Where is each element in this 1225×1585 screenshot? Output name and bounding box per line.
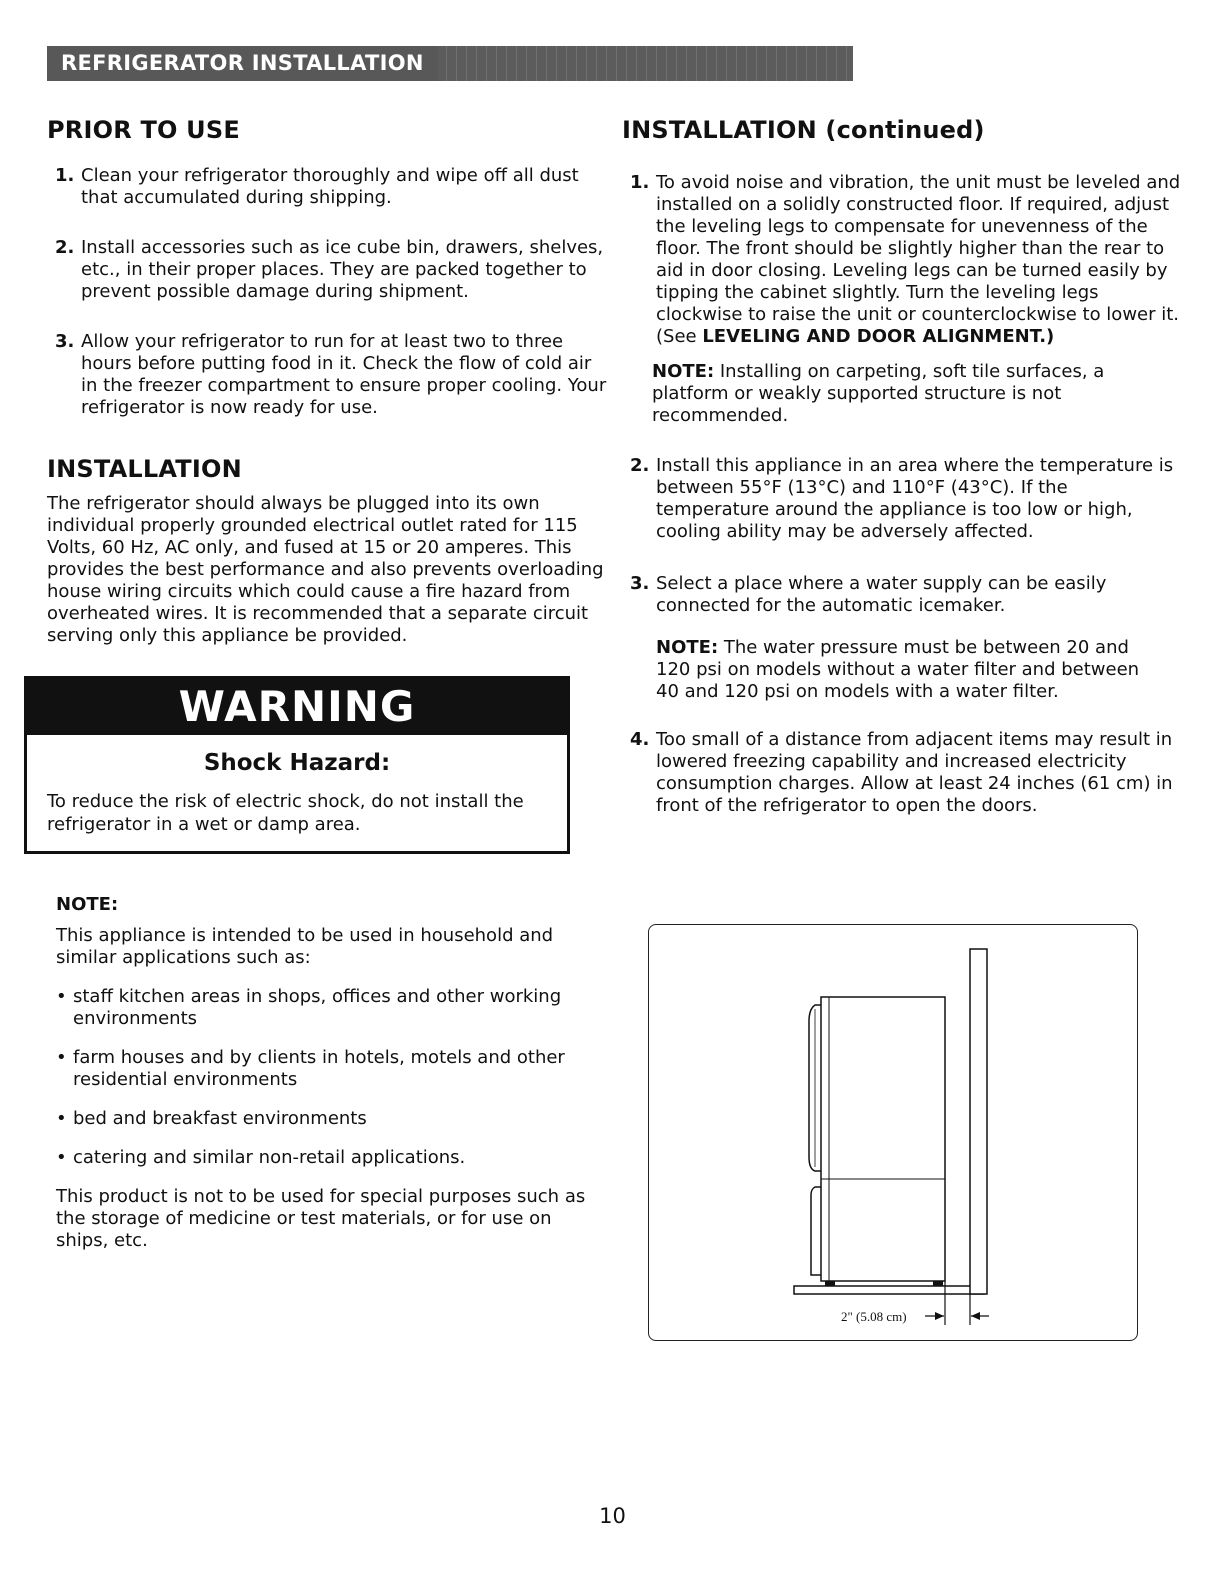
step-text: Select a place where a water supply can be easily connected for the automatic icemaker. xyxy=(656,573,1107,616)
wall xyxy=(970,949,987,1294)
step-number: 1. xyxy=(55,165,75,186)
refrigerator-cabinet xyxy=(821,997,945,1281)
list-item xyxy=(622,729,1182,817)
list-item xyxy=(622,172,1182,427)
prior-to-use-heading: PRIOR TO USE xyxy=(47,116,240,144)
refrigerator-side-view-diagram xyxy=(649,925,1139,1342)
bullet-icon: • xyxy=(56,1108,67,1129)
step-text: Too small of a distance from adjacent items may result in lowered freezing capability and increased electricity consumption charges. Allow at least 24 inches (61 cm) in front of the refrigerator to open the doors. xyxy=(656,729,1173,816)
step-text: Clean your refrigerator thoroughly and wipe off all dust that accumulated during shipping. xyxy=(81,165,579,208)
rear-leg xyxy=(933,1281,943,1286)
note-label: NOTE: xyxy=(652,361,715,382)
cross-reference: LEVELING AND DOOR ALIGNMENT.) xyxy=(702,326,1055,347)
front-leg xyxy=(825,1281,835,1286)
prior-to-use-steps xyxy=(47,165,607,419)
clearance-figure xyxy=(648,924,1138,1341)
installation-steps xyxy=(622,172,1182,817)
note-text: Installing on carpeting, soft tile surfaces, a platform or weakly supported structure is not recommended. xyxy=(652,361,1105,426)
list-item-text: catering and similar non-retail applications. xyxy=(73,1147,466,1168)
step-text: Install this appliance in an area where the temperature is between 55°F (13°C) and 110°F (43°C). If the temperature around the appliance is too low or high, cooling ability may be adversely affected. xyxy=(656,455,1174,542)
note-outro: This product is not to be used for special purposes such as the storage of medicine or test materials, or for use on ships, etc. xyxy=(56,1186,586,1251)
step-number: 1. xyxy=(630,172,650,193)
list-item xyxy=(56,1108,596,1130)
installation-heading: INSTALLATION xyxy=(47,455,242,483)
step-note xyxy=(652,361,1182,427)
bullet-icon: • xyxy=(56,986,67,1007)
note-label: NOTE: xyxy=(656,637,719,658)
list-item-text: farm houses and by clients in hotels, motels and other residential environments xyxy=(73,1047,565,1090)
step-number: 3. xyxy=(55,331,75,352)
step-text: Install accessories such as ice cube bin, drawers, shelves, etc., in their proper places. They are packed together to prevent possible damage during shipment. xyxy=(81,237,604,302)
step-text: Allow your refrigerator to run for at least two to three hours before putting food in it. Check the flow of cold air in the freezer compartment to ensure proper cooling. Your refrigerator is now ready for use. xyxy=(81,331,607,418)
step-number: 2. xyxy=(55,237,75,258)
arrow-right-icon xyxy=(935,1312,944,1320)
warning-box xyxy=(24,676,570,854)
floor-line xyxy=(794,1286,984,1294)
right-column xyxy=(622,116,1182,817)
arrow-left-icon xyxy=(971,1312,980,1320)
list-item xyxy=(622,573,1182,703)
bullet-icon: • xyxy=(56,1047,67,1068)
page-number: 10 xyxy=(599,1504,626,1528)
list-item-text: staff kitchen areas in shops, offices and other working environments xyxy=(73,986,562,1029)
section-header-bar xyxy=(47,46,853,81)
step-number: 2. xyxy=(630,455,650,476)
warning-title: WARNING xyxy=(27,679,567,735)
bullet-icon: • xyxy=(56,1147,67,1168)
step-number: 4. xyxy=(630,729,650,750)
list-item xyxy=(56,986,596,1030)
warning-text: To reduce the risk of electric shock, do not install the refrigerator in a wet or damp area. xyxy=(47,791,524,835)
installation-body: The refrigerator should always be plugged into its own individual properly grounded electrical outlet rated for 115 Volts, 60 Hz, AC only, and fused at 15 or 20 amperes. This provides the best performance and also prevents overloading house wiring circuits which could cause a fire hazard from overheated wires. It is recommended that a separate circuit serving only this appliance be provided. xyxy=(47,493,604,646)
list-item xyxy=(47,165,607,209)
list-item xyxy=(56,1047,596,1091)
left-column xyxy=(47,116,607,647)
warning-subtitle: Shock Hazard: xyxy=(203,750,391,776)
clearance-label: 2" (5.08 cm) xyxy=(841,1309,907,1324)
note-intro: This appliance is intended to be used in household and similar applications such as: xyxy=(56,925,554,968)
list-item xyxy=(622,455,1182,543)
installation-continued-heading: INSTALLATION (continued) xyxy=(622,116,985,144)
list-item xyxy=(47,237,607,303)
list-item xyxy=(47,331,607,419)
usage-note-section xyxy=(56,894,596,1252)
lower-door-handle-icon xyxy=(811,1187,821,1275)
list-item xyxy=(56,1147,596,1169)
note-label: NOTE: xyxy=(56,894,119,915)
section-title: REFRIGERATOR INSTALLATION xyxy=(47,46,438,81)
step-note xyxy=(656,637,1182,703)
step-number: 3. xyxy=(630,573,650,594)
list-item-text: bed and breakfast environments xyxy=(73,1108,367,1129)
step-text: To avoid noise and vibration, the unit must be leveled and installed on a solidly constructed floor. If required, adjust the leveling legs to compensate for unevenness of the floor. The front should be slightly higher than the rear to aid in door closing. Leveling legs can be turned easily by tipping the cabinet slightly. Turn the leveling legs clockwise to raise the unit or counterclockwise to lower it. (See xyxy=(656,172,1181,347)
usage-list xyxy=(56,986,596,1169)
note-text: The water pressure must be between 20 and 120 psi on models without a water filter and between 40 and 120 psi on models with a water filter. xyxy=(656,637,1140,702)
